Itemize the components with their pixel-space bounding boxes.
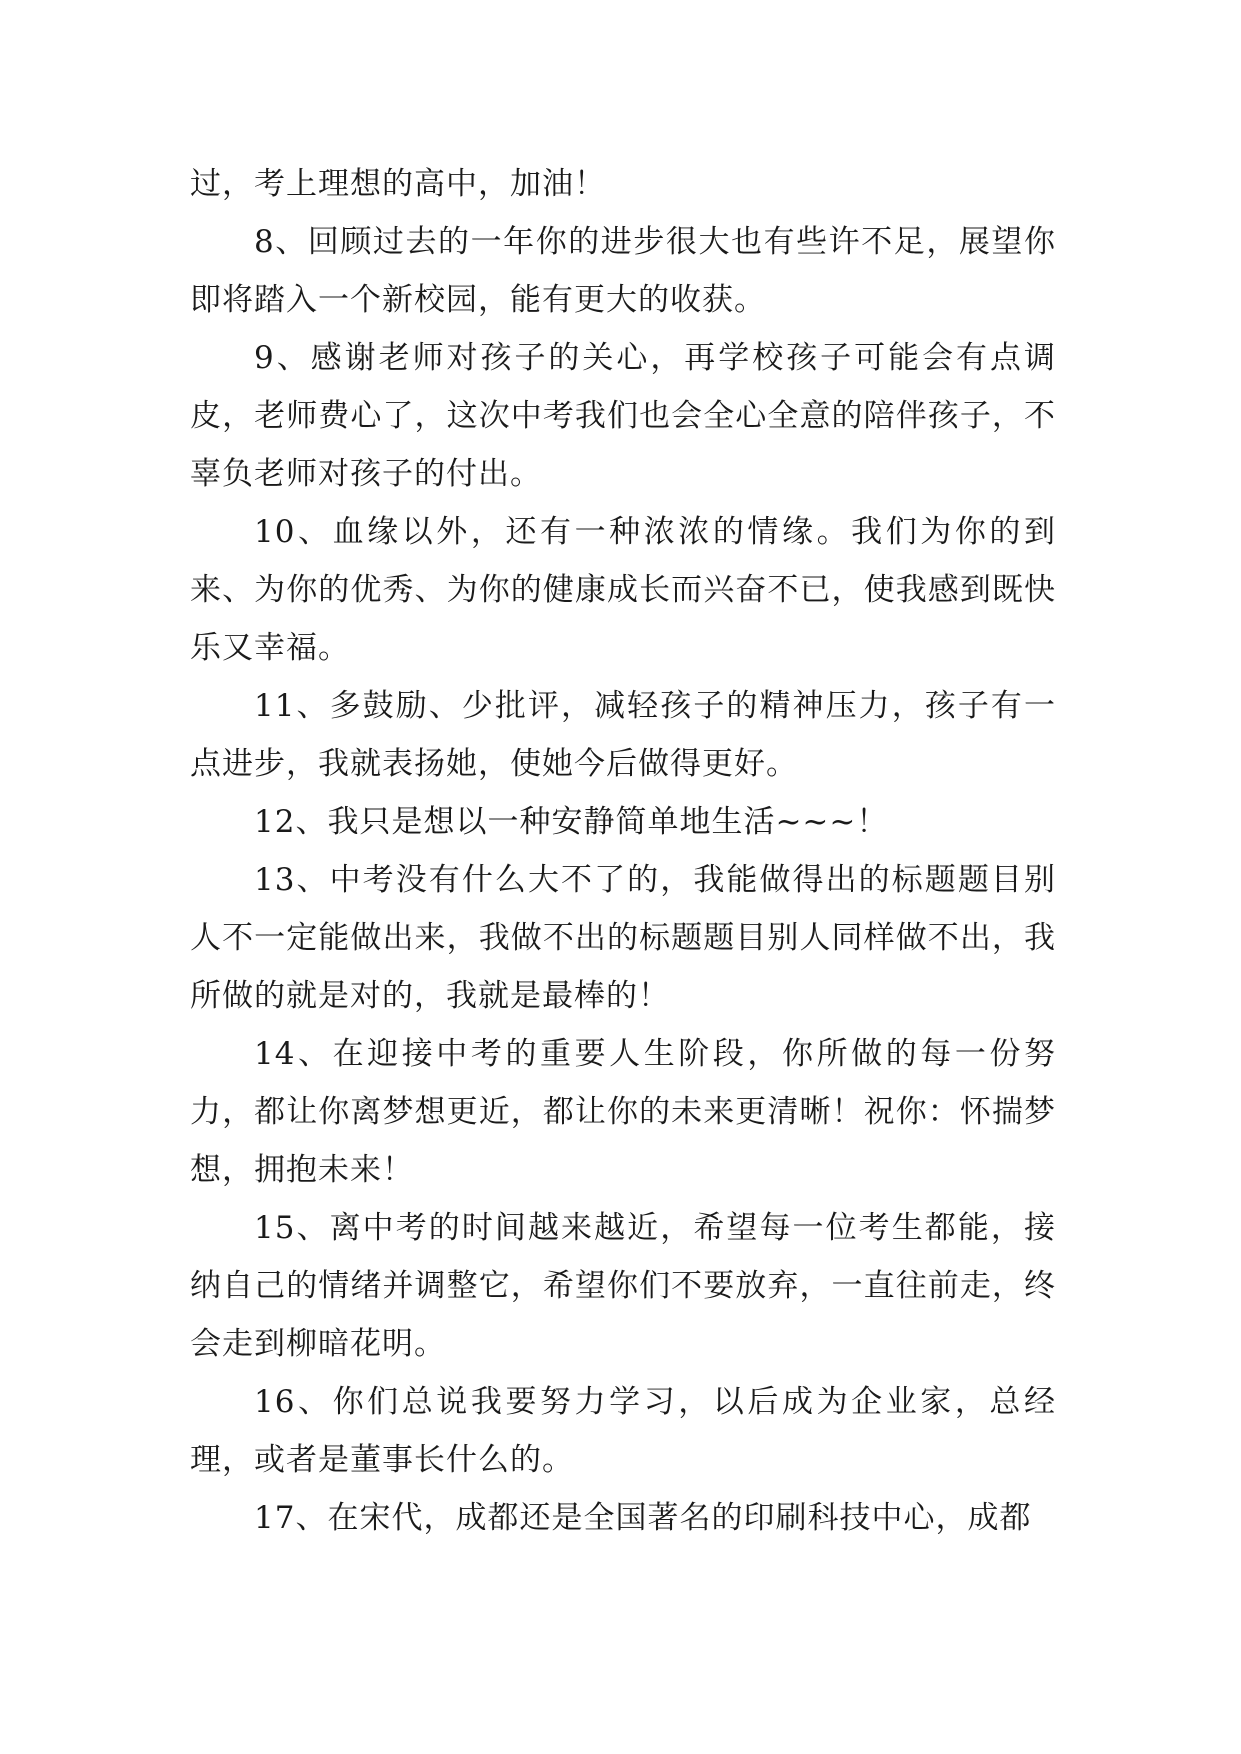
paragraph-12: 12、我只是想以一种安静简单地生活~~~！ [254,804,889,840]
paragraph-16: 16、你们总说我要努力学习，以后成为企业家，总经理，或者是董事长什么的。 [190,1384,1056,1478]
paragraph-15: 15、离中考的时间越来越近，希望每一位考生都能，接纳自己的情绪并调整它，希望你们不要放弃，一直往前走，终会走到柳暗花明。 [190,1210,1056,1362]
paragraph-9: 9、感谢老师对孩子的关心，再学校孩子可能会有点调皮，老师费心了，这次中考我们也会全心全意的陪伴孩子，不辜负老师对孩子的付出。 [190,340,1056,492]
document-body [190,155,1056,1547]
paragraph-11: 11、多鼓励、少批评，减轻孩子的精神压力，孩子有一点进步，我就表扬她，使她今后做得更好。 [190,688,1056,782]
paragraph-8: 8、回顾过去的一年你的进步很大也有些许不足，展望你即将踏入一个新校园，能有更大的收获。 [190,224,1056,318]
paragraph-14: 14、在迎接中考的重要人生阶段，你所做的每一份努力，都让你离梦想更近，都让你的未来更清晰！祝你：怀揣梦想，拥抱未来！ [190,1036,1056,1188]
paragraph-10: 10、血缘以外，还有一种浓浓的情缘。我们为你的到来、为你的优秀、为你的健康成长而兴奋不已，使我感到既快乐又幸福。 [190,514,1056,666]
paragraph-17: 17、在宋代，成都还是全国著名的印刷科技中心，成都 [254,1500,1032,1536]
paragraph-13: 13、中考没有什么大不了的，我能做得出的标题题目别人不一定能做出来，我做不出的标题题目别人同样做不出，我所做的就是对的，我就是最棒的！ [190,862,1056,1014]
paragraph-0: 过，考上理想的高中，加油！ [190,166,606,202]
